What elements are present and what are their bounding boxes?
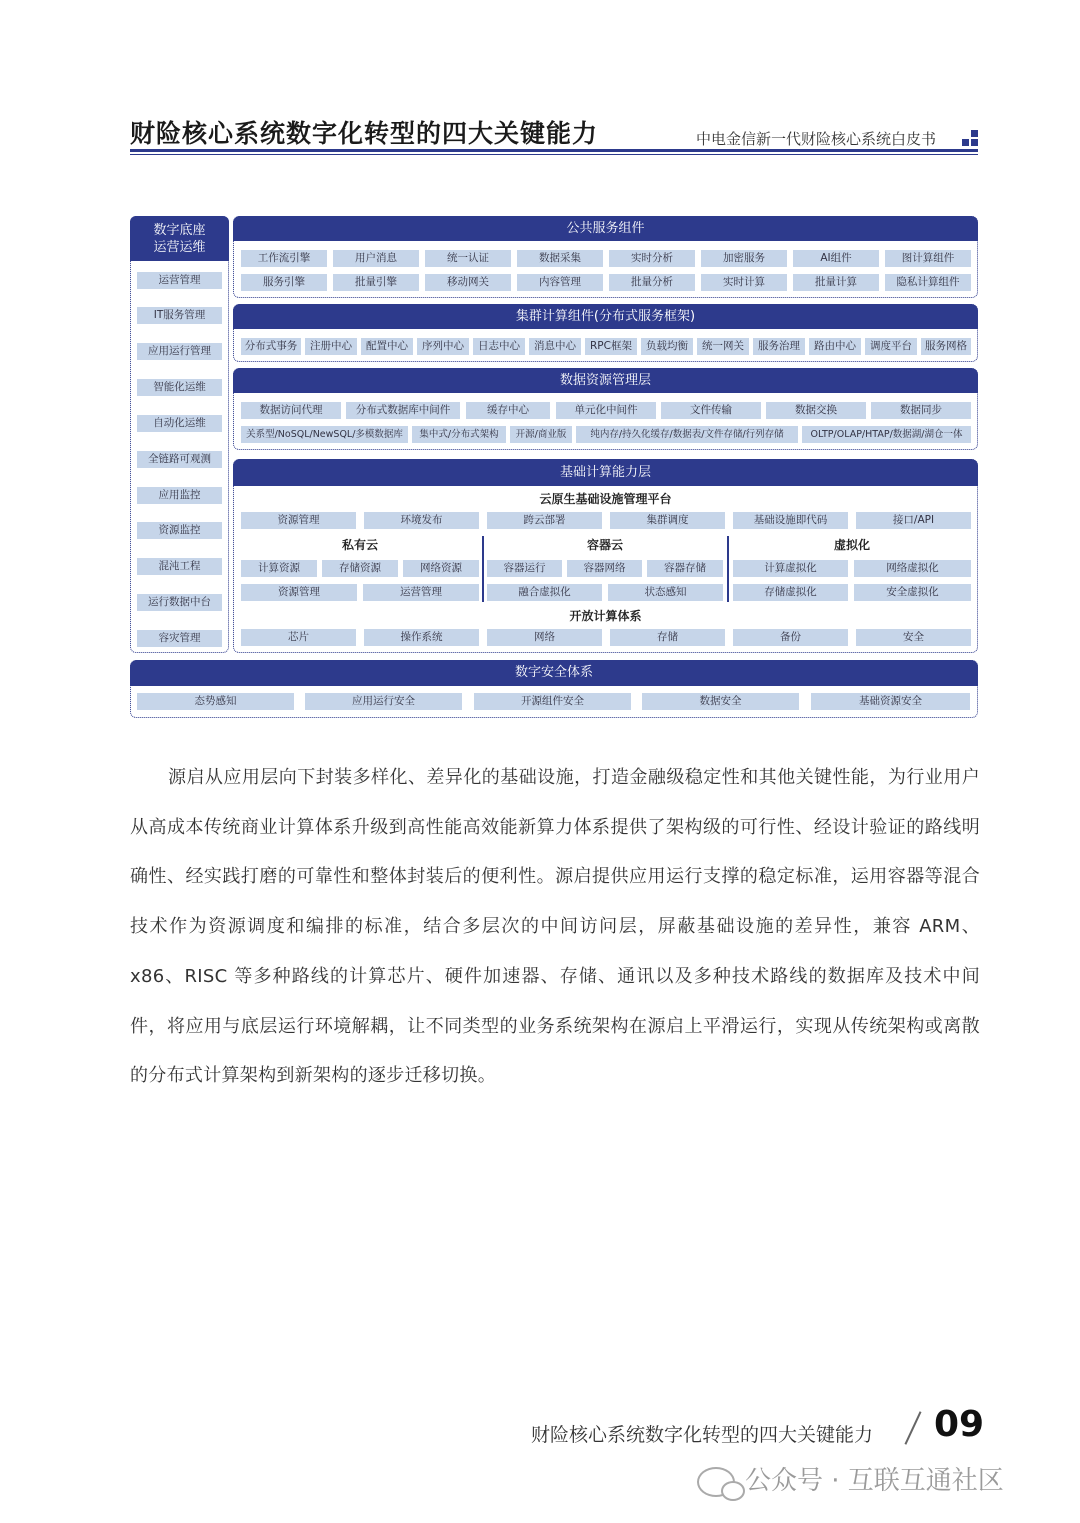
cloud-item: 基础设施即代码 (733, 512, 848, 529)
page-number: 09 (934, 1404, 985, 1445)
left-item: 应用运行管理 (137, 343, 222, 360)
open-item: 操作系统 (364, 629, 479, 646)
public-item: 实时分析 (609, 250, 695, 267)
container-item: 融合虚拟化 (487, 584, 602, 601)
cluster-item: 服务网格 (921, 338, 971, 355)
private-item: 计算资源 (241, 560, 317, 577)
left-item: 运营管理 (137, 272, 222, 289)
public-item: 图计算组件 (885, 250, 971, 267)
container-item: 容器运行 (487, 560, 562, 577)
public-item: 批量引擎 (333, 274, 419, 291)
public-item: 隐私计算组件 (885, 274, 971, 291)
public-item: AI组件 (793, 250, 879, 267)
data-item: 集中式/分布式架构 (412, 426, 506, 443)
cluster-item: 服务治理 (753, 338, 805, 355)
virtual-item: 安全虚拟化 (854, 584, 971, 601)
header-decor-square (971, 130, 978, 137)
data-item: 数据交换 (766, 402, 866, 419)
virtual-item: 计算虚拟化 (733, 560, 848, 577)
data-item: 数据同步 (871, 402, 971, 419)
public-item: 移动网关 (425, 274, 511, 291)
watermark (697, 1460, 1004, 1497)
security-item: 开源组件安全 (474, 693, 631, 710)
public-item: 内容管理 (517, 274, 603, 291)
left-title-line1: 数字底座 (153, 223, 206, 238)
public-item: 用户消息 (333, 250, 419, 267)
public-item: 服务引擎 (241, 274, 327, 291)
private-cloud-title: 私有云 (341, 538, 378, 552)
public-item: 数据采集 (517, 250, 603, 267)
data-title: 数据资源管理层 (233, 368, 978, 393)
cluster-item: 消息中心 (529, 338, 581, 355)
container-cloud-title: 容器云 (586, 538, 623, 552)
cluster-item: 日志中心 (473, 338, 525, 355)
open-item: 备份 (733, 629, 848, 646)
public-item: 实时计算 (701, 274, 787, 291)
left-item: 运行数据中台 (137, 594, 222, 611)
cloud-item: 资源管理 (241, 512, 356, 529)
virtual-item: 网络虚拟化 (854, 560, 971, 577)
page-title: 财险核心系统数字化转型的四大关键能力 (130, 119, 599, 148)
cluster-item: 注册中心 (305, 338, 357, 355)
column-divider (482, 536, 484, 602)
left-item: 容灾管理 (137, 630, 222, 647)
left-item: 应用监控 (137, 487, 222, 504)
cloud-platform-title: 云原生基础设施管理平台 (539, 492, 672, 506)
open-item: 安全 (856, 629, 971, 646)
public-item: 加密服务 (701, 250, 787, 267)
security-item: 应用运行安全 (305, 693, 462, 710)
data-item: 开源/商业版 (510, 426, 572, 443)
cloud-item: 集群调度 (610, 512, 725, 529)
public-item: 统一认证 (425, 250, 511, 267)
private-item: 资源管理 (241, 584, 357, 601)
cluster-item: 负载均衡 (641, 338, 693, 355)
left-item: 智能化运维 (137, 379, 222, 396)
header-decor-square (971, 139, 978, 146)
column-divider (727, 536, 729, 602)
open-compute-title: 开放计算体系 (569, 609, 642, 623)
security-title: 数字安全体系 (130, 660, 978, 686)
data-item: 关系型/NoSQL/NewSQL/多模数据库 (241, 426, 408, 443)
container-item: 状态感知 (608, 584, 723, 601)
data-item: 分布式数据库中间件 (346, 402, 460, 419)
data-item: 纯内存/持久化缓存/数据表/文件存储/行列存储 (576, 426, 798, 443)
left-item: 资源监控 (137, 522, 222, 539)
header-rule (130, 149, 978, 152)
body-paragraph: 源启从应用层向下封装多样化、差异化的基础设施，打造金融级稳定性和其他关键性能，为行业用户从高成本传统商业计算体系升级到高性能高效能新算力体系提供了架构级的可行性、经设计验证的路线明确性、经实践打磨的可靠性和整体封装后的便利性。源启提供应用运行支撑的稳定标准，运用容器等混合技术作为资源调度和编排的标准，结合多层次的中间访问层，屏蔽基础设施的差异性，兼容 ARM、x86、RISC 等多种路线的计算芯片、硬件加速器、存储、通讯以及多种技术路线的数据库及技术中间件，将应用与底层运行环境解耦，让不同类型的业务系统架构在源启上平滑运行，实现从传统架构或离散的分布式计算架构到新架构的逐步迁移切换。 (130, 767, 980, 1087)
cluster-item: 统一网关 (697, 338, 749, 355)
data-item: 文件传输 (661, 402, 761, 419)
cluster-item: RPC框架 (585, 338, 637, 355)
open-item: 芯片 (241, 629, 356, 646)
cluster-item: 序列中心 (417, 338, 469, 355)
data-item: 缓存中心 (466, 402, 550, 419)
header-rule-thin (130, 154, 978, 155)
footer-slash (904, 1411, 921, 1444)
private-item: 存储资源 (322, 560, 398, 577)
private-item: 网络资源 (403, 560, 479, 577)
left-item: 全链路可观测 (137, 451, 222, 468)
cluster-item: 路由中心 (809, 338, 861, 355)
wechat-icon (697, 1467, 735, 1497)
data-item: 数据访问代理 (241, 402, 341, 419)
security-item: 基础资源安全 (811, 693, 970, 710)
open-item: 网络 (487, 629, 602, 646)
virtualization-title: 虚拟化 (833, 538, 870, 552)
cluster-item: 分布式事务 (241, 338, 301, 355)
left-item: IT服务管理 (137, 307, 222, 324)
left-title-line2: 运营运维 (153, 240, 206, 255)
container-item: 容器存储 (647, 560, 723, 577)
open-item: 存储 (610, 629, 725, 646)
virtual-item: 存储虚拟化 (733, 584, 848, 601)
cloud-item: 接口/API (856, 512, 971, 529)
cloud-item: 跨云部署 (487, 512, 602, 529)
cloud-item: 环境发布 (364, 512, 479, 529)
cluster-title: 集群计算组件(分布式服务框架) (233, 304, 978, 329)
security-item: 态势感知 (137, 693, 294, 710)
security-item: 数据安全 (642, 693, 799, 710)
footer-section-title: 财险核心系统数字化转型的四大关键能力 (531, 1424, 874, 1446)
data-item: 单元化中间件 (556, 402, 656, 419)
cluster-item: 调度平台 (865, 338, 917, 355)
header-decor-square (962, 139, 969, 146)
public-title: 公共服务组件 (233, 216, 978, 241)
data-item: OLTP/OLAP/HTAP/数据湖/湖仓一体 (802, 426, 971, 443)
document-subtitle: 中电金信新一代财险核心系统白皮书 (696, 130, 937, 148)
private-item: 运营管理 (363, 584, 479, 601)
left-item: 混沌工程 (137, 558, 222, 575)
public-item: 工作流引擎 (241, 250, 327, 267)
public-item: 批量计算 (793, 274, 879, 291)
left-item: 自动化运维 (137, 415, 222, 432)
cluster-item: 配置中心 (361, 338, 413, 355)
public-item: 批量分析 (609, 274, 695, 291)
infra-title: 基础计算能力层 (233, 459, 978, 486)
watermark-text: 公众号 · 互联互通社区 (745, 1466, 1004, 1496)
left-panel-title (130, 216, 229, 261)
container-item: 容器网络 (567, 560, 642, 577)
